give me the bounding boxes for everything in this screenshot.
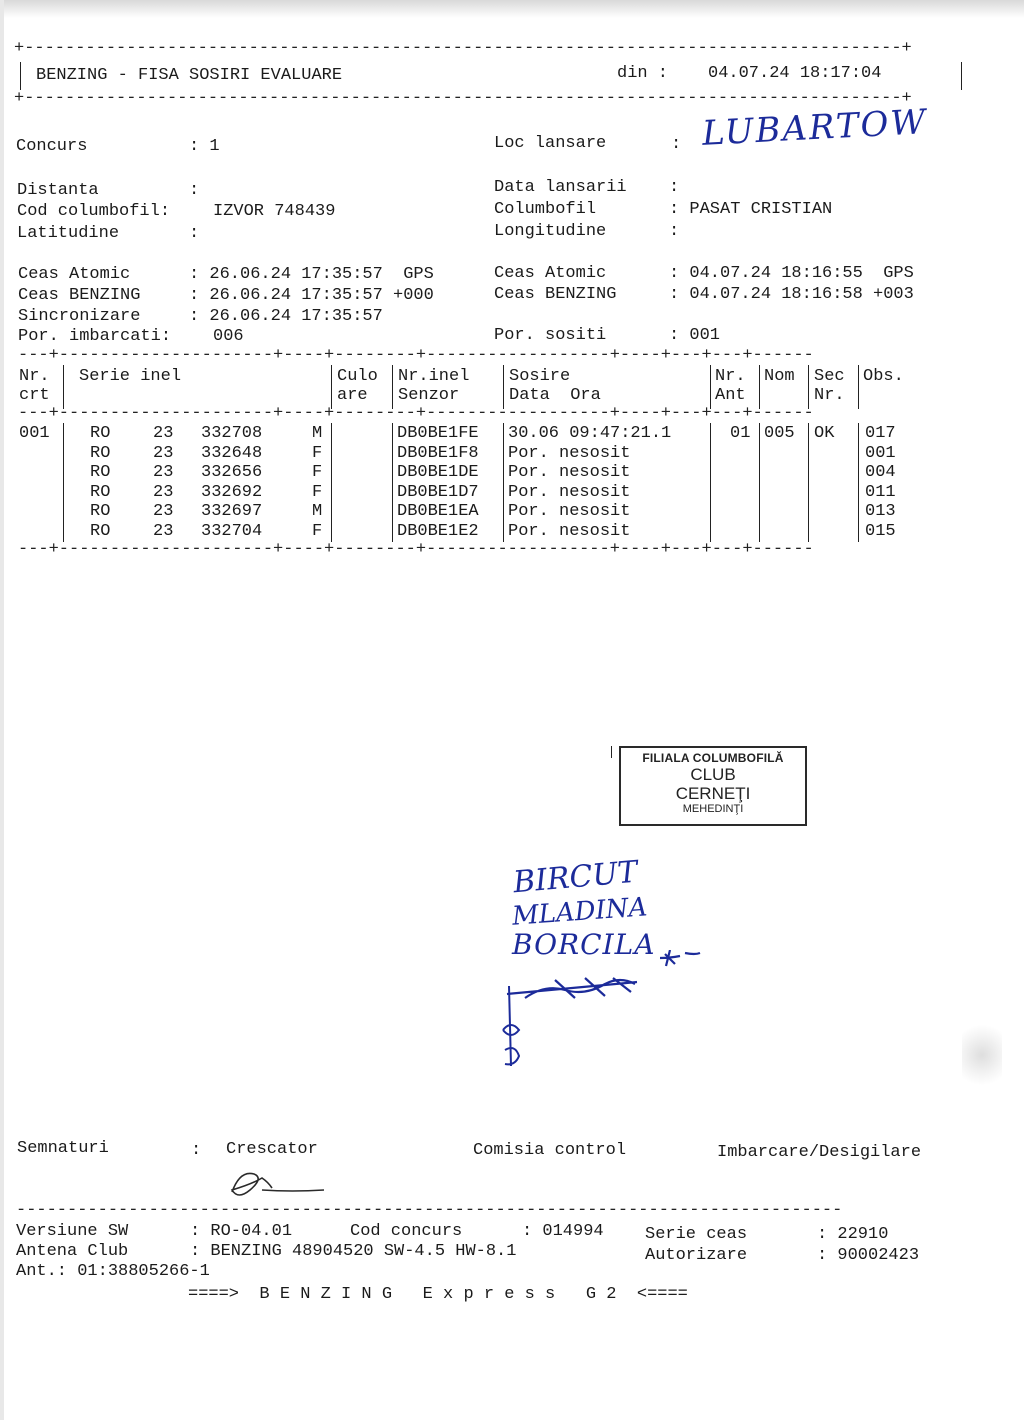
cell-ring-number: 332704 [201,522,263,541]
table-header-separator: ---+---------------------+----+--------+------------------+----+---+---+------ [18,404,814,423]
col-divider [710,423,711,542]
data-lansarii-label: Data lansarii [494,178,627,197]
latitudine-label: Latitudine [17,224,120,243]
sincronizare-value: : 26.06.24 17:35:57 [189,307,383,326]
semnaturi-colon: : [191,1141,202,1160]
ceas-benzing-start: : 26.06.24 17:35:57 +000 [189,286,434,305]
porumbei-sositi-label: Por. sositi [494,326,607,345]
col-divider [759,365,760,409]
loc-lansare-handwritten: LUBARTOW [701,102,929,154]
header-nr-ant-2: Ant [715,386,746,405]
stamp-line-2: CLUB [690,765,736,784]
header-culoare-1: Culo [337,367,378,386]
header-data-ora: Data Ora [509,386,601,405]
cell-country: RO [90,424,111,443]
cell-country: RO [90,463,111,483]
benzing-banner: ====> B E N Z I N G E x p r e s s G 2 <==== [188,1285,688,1304]
porumbei-imbarcati-label: Por. imbarcati: [18,327,172,346]
cell-ring-number: 332708 [201,424,263,443]
header-sec-2: Nr. [814,386,845,405]
cell-year: 23 [153,502,174,522]
antena-club-value: : BENZING 48904520 SW-4.5 HW-8.1 [190,1242,517,1261]
cell-nom: 005 [764,424,795,443]
cod-concurs-label: Cod concurs [350,1222,463,1241]
cod-concurs-value: : 014994 [522,1222,604,1241]
cell-year: 23 [153,443,174,463]
cell-sosire: Por. nesosit [508,482,631,502]
cell-sosire: 30.06 09:47:21.1 [508,424,672,443]
col-divider [392,423,393,542]
col-divider [63,365,64,409]
ceas-atomic-start: : 26.06.24 17:35:57 GPS [189,265,434,284]
header-culoare-2: are [337,386,368,405]
cell-ring-number: 332692 [201,482,263,502]
ceas-atomic-label: Ceas Atomic [18,265,131,284]
header-senzor: Senzor [398,386,460,405]
ceas-benzing-label: Ceas BENZING [18,286,141,305]
porumbei-sositi-value: : 001 [669,326,721,345]
serie-ceas-value: : 22910 [817,1225,889,1244]
col-divider [63,423,64,542]
date-label: din : [617,64,669,83]
header-nom: Nom [764,367,795,386]
scan-smudge [962,1020,1002,1090]
header-obs: Obs. [863,367,904,386]
cell-year: 23 [153,424,174,443]
autorizare-value: : 90002423 [817,1246,920,1265]
autorizare-label: Autorizare [645,1246,748,1265]
sincronizare-label: Sincronizare [18,307,141,326]
serie-ceas-label: Serie ceas [645,1225,748,1244]
loc-lansare-colon: : [671,135,682,154]
cell-senzor: DB0BE1D7 [397,482,479,502]
cell-sex: M [312,502,323,522]
antena-club-label: Antena Club [16,1242,129,1261]
cell-sex: F [312,522,323,541]
cell-senzor: DB0BE1F8 [397,443,479,463]
col-divider [858,423,859,542]
col-divider [858,365,859,409]
stamp-mark [611,746,612,758]
crescator-label: Crescator [226,1140,318,1159]
cell-sex: F [312,482,323,502]
cell-ant: 01 [730,424,751,443]
header-nr-crt-2: crt [19,386,50,405]
header-border-right [961,62,962,90]
col-divider [503,365,504,409]
cell-country: RO [90,443,111,463]
print-datetime: 04.07.24 18:17:04 [708,64,882,83]
semnaturi-label: Semnaturi [17,1139,109,1158]
cell-senzor: DB0BE1EA [397,502,479,522]
col-divider [503,423,504,542]
ceas-atomic-end-label: Ceas Atomic [494,264,607,283]
porumbei-imbarcati-value: 006 [213,327,244,346]
concurs-value: : 1 [189,137,220,156]
header-border-top: +--------------------------------------------------------------------------------------+ [14,39,912,58]
ceas-benzing-end: : 04.07.24 18:16:58 +003 [669,285,914,304]
header-serie-inel: Serie inel [79,367,182,386]
distanta-value: : [189,181,200,200]
cell-obs: 013 [865,502,896,522]
handwritten-signature-scribbles [495,950,715,1080]
cell-obs: 015 [865,522,896,541]
cod-columbofil-value: IZVOR 748439 [213,202,336,221]
columbofil-value: : PASAT CRISTIAN [669,200,833,219]
cell-country: RO [90,482,111,502]
cell-ring-number: 332648 [201,443,263,463]
cod-columbofil-label: Cod columbofil: [17,202,171,221]
footer-separator: --------------------------------------------------------------------------------- [16,1201,843,1220]
columbofil-label: Columbofil [494,200,597,219]
cell-year: 23 [153,482,174,502]
col-divider [710,365,711,409]
cell-ring-number: 332656 [201,463,263,483]
longitudine-label: Longitudine [494,222,607,241]
loc-lansare-label: Loc lansare [494,134,607,153]
cell-sosire: Por. nesosit [508,502,631,522]
col-divider [808,365,809,409]
cell-obs: 017 [865,424,896,443]
ceas-benzing-end-label: Ceas BENZING [494,285,617,304]
cell-obs: 011 [865,482,896,502]
cell-year: 23 [153,463,174,483]
table-border-top: ---+---------------------+----+--------+------------------+----+---+---+------ [18,346,814,365]
versiune-sw-label: Versiune SW [16,1222,129,1241]
header-border-left [20,62,21,90]
cell-year: 23 [153,522,174,541]
header-nr-ant-1: Nr. [715,367,746,386]
versiune-sw-value: : RO-04.01 [190,1222,293,1241]
scan-edge-shadow [0,0,1024,18]
cell-sex: F [312,463,323,483]
cell-sex: M [312,424,323,443]
col-divider [392,365,393,409]
col-divider [331,423,332,542]
stamp-line-4: MEHEDINŢI [682,803,744,815]
table-border-bottom: ---+---------------------+----+--------+------------------+----+---+---+------ [18,540,814,559]
stamp-line-1: FILIALA COLUMBOFILĂ [642,751,784,765]
cell-senzor: DB0BE1E2 [397,522,479,541]
row-nr-crt: 001 [19,424,50,443]
data-lansarii-value: : [669,178,680,197]
cell-sosire: Por. nesosit [508,522,631,541]
antena-id: Ant.: 01:38805266-1 [16,1262,210,1281]
cell-obs: 004 [865,463,896,483]
col-divider [759,423,760,542]
col-divider [808,423,809,542]
latitudine-value: : [189,224,200,243]
longitudine-value: : [669,222,680,241]
handwritten-name-3: BORCILA [512,928,656,961]
concurs-label: Concurs [16,137,88,156]
distanta-label: Distanta [17,181,99,200]
cell-sosire: Por. nesosit [508,443,631,463]
col-divider [331,365,332,409]
handwritten-name-1: BIRCUT [511,854,640,901]
cell-senzor: DB0BE1FE [397,424,479,443]
imbarcare-desigilare-label: Imbarcare/Desigilare [717,1143,922,1162]
cell-sec: OK [814,424,835,443]
club-stamp [619,746,807,826]
cell-obs: 001 [865,443,896,463]
header-sosire: Sosire [509,367,571,386]
cell-ring-number: 332697 [201,502,263,522]
scan-edge-left [0,0,4,1420]
stamp-line-3: CERNEŢI [675,784,751,803]
cell-senzor: DB0BE1DE [397,463,479,483]
header-nr-crt-1: Nr. [19,367,50,386]
cell-sosire: Por. nesosit [508,463,631,483]
header-sec-1: Sec [814,367,845,386]
handwritten-name-2: MLADINA [511,892,649,932]
ceas-atomic-end: : 04.07.24 18:16:55 GPS [669,264,914,283]
document-title: BENZING - FISA SOSIRI EVALUARE [36,66,343,85]
cell-country: RO [90,522,111,541]
cell-sex: F [312,443,323,463]
comisia-control-label: Comisia control [473,1141,627,1160]
cell-country: RO [90,502,111,522]
header-border-bottom: +--------------------------------------------------------------------------------------+ [14,89,912,108]
header-nr-inel: Nr.inel [398,367,470,386]
